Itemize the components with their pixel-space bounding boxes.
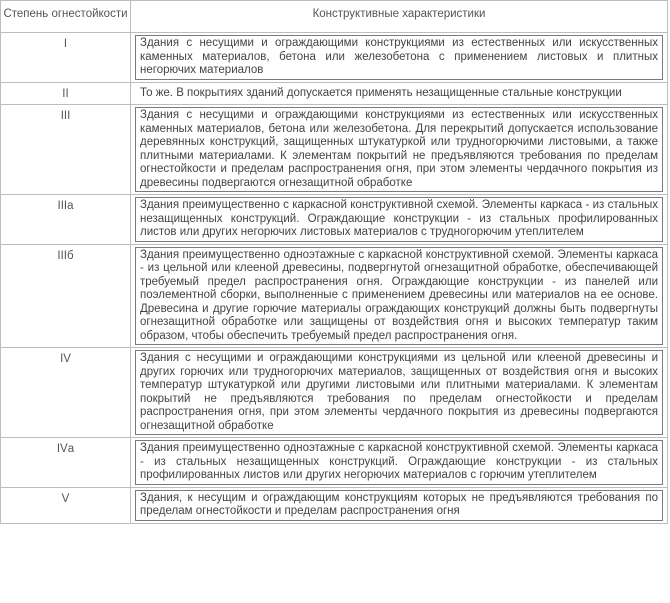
description-cell xyxy=(131,487,668,523)
description-cell xyxy=(131,348,668,438)
table-row xyxy=(1,33,668,83)
description-cell xyxy=(131,244,668,348)
degree-cell: IV xyxy=(1,348,131,438)
degree-cell: III xyxy=(1,105,131,195)
description-text: То же. В покрытиях зданий допускается применять незащищенные стальные конструкции xyxy=(140,86,622,99)
description-text: Здания, к несущим и ограждающим конструкциям которых не предъявляются требования по пределам огнестойкости и пределам распространения огня xyxy=(135,490,663,521)
description-text: Здания с несущими и ограждающими конструкциями из цельной или клееной древесины и других горючих или трудногорючих материалов, защищенных от воздействия огня и высоких температур штукатуркой или другими листовыми или плитными материалами. К элементам покрытий не предъявляются требования по пределам огнестойкости и пределам распространения огня, при этом элементы чердачного покрытия из древесины подвергаются огнезащитной обработке xyxy=(135,350,663,435)
description-cell xyxy=(131,105,668,195)
table-row xyxy=(1,487,668,523)
degree-cell: IIIб xyxy=(1,244,131,348)
degree-cell: V xyxy=(1,487,131,523)
table-row xyxy=(1,105,668,195)
table-row xyxy=(1,438,668,488)
table-row xyxy=(1,195,668,245)
description-cell xyxy=(131,33,668,83)
table-row xyxy=(1,244,668,348)
degree-cell: IVа xyxy=(1,438,131,488)
table-row xyxy=(1,82,668,105)
description-text: Здания преимущественно одноэтажные с каркасной конструктивной схемой. Элементы каркаса - из цельной или клееной древесины, подвергнутой огнезащитной обработке, обеспечивающей требуемый предел распространения огня. Ограждающие конструкции - из панелей или поэлементной сборки, выполненные с применением древесины или материалов на ее основе. Древесина и другие горючие материалы ограждающих конструкций должны быть подвергнуты огнезащитной обработке или защищены от воздействия огня и высоких температур таким образом, чтобы обеспечить требуемый предел распространения огня. xyxy=(135,247,663,346)
description-cell xyxy=(131,195,668,245)
description-text: Здания с несущими и ограждающими конструкциями из естественных или искусственных каменных материалов, бетона или железобетона с применением листовых и плитных негорючих материалов xyxy=(135,35,663,80)
description-cell xyxy=(131,82,668,105)
header-degree: Степень огнестойкости xyxy=(1,1,131,33)
description-text: Здания преимущественно одноэтажные с каркасной конструктивной схемой. Элементы каркаса - из стальных незащищенных конструкций. Ограждающие конструкции - из стальных профилированных листов или других негорючих материалов с горючим утеплителем xyxy=(135,440,663,485)
description-cell xyxy=(131,438,668,488)
degree-cell: II xyxy=(1,82,131,105)
degree-cell: I xyxy=(1,33,131,83)
table-row xyxy=(1,348,668,438)
description-text: Здания преимущественно с каркасной конструктивной схемой. Элементы каркаса - из стальных незащищенных конструкций. Ограждающие конструкции - из стальных профилированных листов или других негорючих листовых материалов с трудногорючим утеплителем xyxy=(135,197,663,242)
description-text: Здания с несущими и ограждающими конструкциями из естественных или искусственных каменных материалов, бетона или железобетона. Для перекрытий допускается использование деревянных конструкций, защищенных штукатуркой или трудногорючими листовыми, а также плитными материалами. К элементам покрытий не предъявляются требования по пределам огнестойкости и пределам распространения огня, при этом элементы чердачного покрытия из древесины подвергаются огнезащитной обработке xyxy=(135,107,663,192)
degree-cell: IIIа xyxy=(1,195,131,245)
header-characteristics: Конструктивные характеристики xyxy=(131,1,668,33)
table-header-row xyxy=(1,1,668,33)
